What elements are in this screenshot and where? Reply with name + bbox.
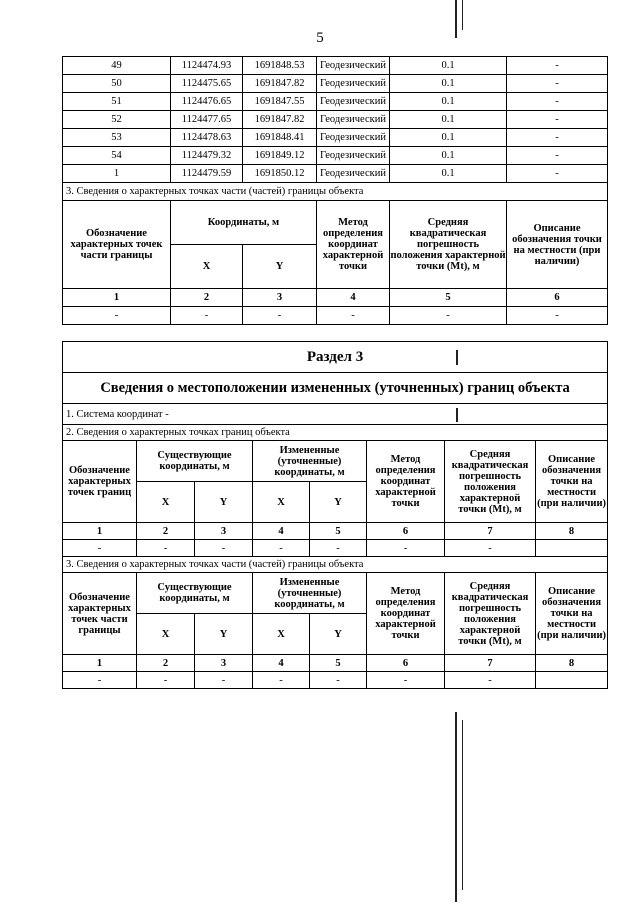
section-heading: 2. Сведения о характерных точках границ объекта	[63, 425, 608, 441]
table-cell: -	[367, 672, 445, 689]
col-header-changed: Измененные (уточненные) координаты, м	[253, 573, 367, 614]
scan-mark	[462, 720, 463, 890]
col-header-y: Y	[310, 482, 367, 523]
column-number: 7	[445, 655, 536, 672]
table-row	[63, 307, 608, 325]
column-number: 7	[445, 523, 536, 540]
table-cell: -	[445, 540, 536, 557]
col-header-description: Описание обозначения точки на местности (при наличии)	[536, 573, 608, 655]
col-header-existing: Существующие координаты, м	[137, 441, 253, 482]
table-cell: 1691847.82	[243, 111, 317, 129]
table-row	[63, 147, 608, 165]
table-cell: -	[507, 57, 608, 75]
scan-mark	[455, 0, 457, 38]
table-cell: -	[63, 540, 137, 557]
table-cell: 49	[63, 57, 171, 75]
section-heading-row	[63, 425, 608, 441]
column-number: 6	[367, 655, 445, 672]
col-header-error: Средняя квадратическая погрешность положения характерной точки (Mt), м	[445, 441, 536, 523]
col-header-designation: Обозначение характерных точек части границы	[63, 201, 171, 289]
column-number: 1	[63, 289, 171, 307]
table-row	[63, 111, 608, 129]
col-header-description: Описание обозначения точки на местности (при наличии)	[507, 201, 608, 289]
column-number: 5	[390, 289, 507, 307]
col-header-y: Y	[195, 614, 253, 655]
table-row	[63, 93, 608, 111]
page-number: 5	[316, 30, 324, 46]
points-rows	[63, 57, 608, 325]
table-cell: 1124478.63	[171, 129, 243, 147]
table-cell: Геодезический	[317, 111, 390, 129]
table-cell: 0.1	[390, 93, 507, 111]
column-number: 4	[253, 655, 310, 672]
table-cell: 1691850.12	[243, 165, 317, 183]
table-row	[63, 129, 608, 147]
column-number: 8	[536, 523, 608, 540]
column-number: 4	[253, 523, 310, 540]
col-header-designation: Обозначение характерных точек части границы	[63, 573, 137, 655]
table-cell: 0.1	[390, 57, 507, 75]
table-cell: -	[243, 307, 317, 325]
table-cell: Геодезический	[317, 93, 390, 111]
table-cell: 1124476.65	[171, 93, 243, 111]
table-cell	[536, 540, 608, 557]
col-header-error: Средняя квадратическая погрешность положения характерной точки (Mt), м	[390, 201, 507, 289]
table-cell: -	[137, 672, 195, 689]
table-cell: -	[507, 147, 608, 165]
table-cell: 0.1	[390, 165, 507, 183]
table-cell: 1124474.93	[171, 57, 243, 75]
table-cell: 50	[63, 75, 171, 93]
table-cell: -	[317, 307, 390, 325]
column-number: 5	[310, 655, 367, 672]
table-cell: Геодезический	[317, 147, 390, 165]
table-cell: 1691849.12	[243, 147, 317, 165]
col-header-method: Метод определения координат характерной точки	[367, 573, 445, 655]
table-cell: Геодезический	[317, 165, 390, 183]
col-header-y: Y	[195, 482, 253, 523]
column-number: 3	[243, 289, 317, 307]
table-cell: -	[507, 307, 608, 325]
section-heading-row	[63, 183, 608, 201]
column-number: 2	[137, 523, 195, 540]
table-cell: 0.1	[390, 111, 507, 129]
table-cell: -	[253, 672, 310, 689]
col-header-method: Метод определения координат характерной точки	[317, 201, 390, 289]
col-header-x: X	[137, 482, 195, 523]
table-cell: 1691847.55	[243, 93, 317, 111]
table-cell: -	[253, 540, 310, 557]
table-cell: -	[507, 75, 608, 93]
col-header-x: X	[253, 614, 310, 655]
header-row	[63, 573, 608, 614]
section-subtitle: Сведения о местоположении измененных (уточненных) границ объекта	[63, 373, 608, 404]
section-title: Раздел 3	[63, 342, 608, 373]
column-numbers-row	[63, 523, 608, 540]
coord-system: 1. Система координат -	[63, 404, 608, 425]
table-cell: -	[310, 672, 367, 689]
table-cell: -	[507, 165, 608, 183]
table-cell: Геодезический	[317, 129, 390, 147]
table-row	[63, 165, 608, 183]
table-cell: 53	[63, 129, 171, 147]
column-number: 6	[507, 289, 608, 307]
column-number: 3	[195, 523, 253, 540]
table-row	[63, 540, 608, 557]
col-header-method: Метод определения координат характерной точки	[367, 441, 445, 523]
table-cell: -	[137, 540, 195, 557]
table-cell: 1691848.53	[243, 57, 317, 75]
col-header-coordinates: Координаты, м	[171, 201, 317, 245]
table-cell: 1124479.32	[171, 147, 243, 165]
col-header-x: X	[253, 482, 310, 523]
table-cell: 1124475.65	[171, 75, 243, 93]
col-header-designation: Обозначение характерных точек границ	[63, 441, 137, 523]
column-number: 4	[317, 289, 390, 307]
table-cell: 52	[63, 111, 171, 129]
table-cell: -	[507, 129, 608, 147]
table-cell: -	[310, 540, 367, 557]
table-cell: -	[445, 672, 536, 689]
table-row	[63, 75, 608, 93]
column-number: 2	[137, 655, 195, 672]
column-number: 6	[367, 523, 445, 540]
table-cell: 1691847.82	[243, 75, 317, 93]
scan-mark	[462, 0, 463, 30]
header-row	[63, 201, 608, 245]
table-cell: 0.1	[390, 129, 507, 147]
table-cell: -	[367, 540, 445, 557]
section3-table	[62, 341, 608, 689]
col-header-existing: Существующие координаты, м	[137, 573, 253, 614]
table-row	[63, 672, 608, 689]
column-number: 8	[536, 655, 608, 672]
column-numbers-row	[63, 655, 608, 672]
table-row	[63, 57, 608, 75]
table-cell: -	[507, 93, 608, 111]
table-cell: -	[390, 307, 507, 325]
table-cell: -	[171, 307, 243, 325]
table-cell: -	[507, 111, 608, 129]
col-header-y: Y	[310, 614, 367, 655]
column-numbers-row	[63, 289, 608, 307]
section-title-row	[63, 342, 608, 373]
table-cell: 0.1	[390, 75, 507, 93]
coord-system-row	[63, 404, 608, 425]
table-cell: 0.1	[390, 147, 507, 165]
col-header-y: Y	[243, 245, 317, 289]
section-heading: 3. Сведения о характерных точках части (частей) границы объекта	[63, 557, 608, 573]
column-number: 1	[63, 655, 137, 672]
scan-mark	[455, 712, 457, 902]
points-table	[62, 56, 608, 325]
column-number: 5	[310, 523, 367, 540]
table-cell: 1124477.65	[171, 111, 243, 129]
col-header-changed: Измененные (уточненные) координаты, м	[253, 441, 367, 482]
table-cell: 1124479.59	[171, 165, 243, 183]
table-cell: 1691848.41	[243, 129, 317, 147]
table-cell: -	[195, 672, 253, 689]
table-cell: Геодезический	[317, 57, 390, 75]
column-number: 3	[195, 655, 253, 672]
table-cell	[536, 672, 608, 689]
section-heading: 3. Сведения о характерных точках части (частей) границы объекта	[63, 183, 608, 201]
table-cell: -	[63, 672, 137, 689]
table-cell: 54	[63, 147, 171, 165]
column-number: 2	[171, 289, 243, 307]
col-header-error: Средняя квадратическая погрешность положения характерной точки (Mt), м	[445, 573, 536, 655]
col-header-description: Описание обозначения точки на местности (при наличии)	[536, 441, 608, 523]
col-header-x: X	[137, 614, 195, 655]
header-row	[63, 441, 608, 482]
column-number: 1	[63, 523, 137, 540]
section-subtitle-row	[63, 373, 608, 404]
col-header-x: X	[171, 245, 243, 289]
table-cell: 1	[63, 165, 171, 183]
section-heading-row	[63, 557, 608, 573]
table-cell: 51	[63, 93, 171, 111]
table-cell: Геодезический	[317, 75, 390, 93]
table-cell: -	[195, 540, 253, 557]
table-cell: -	[63, 307, 171, 325]
